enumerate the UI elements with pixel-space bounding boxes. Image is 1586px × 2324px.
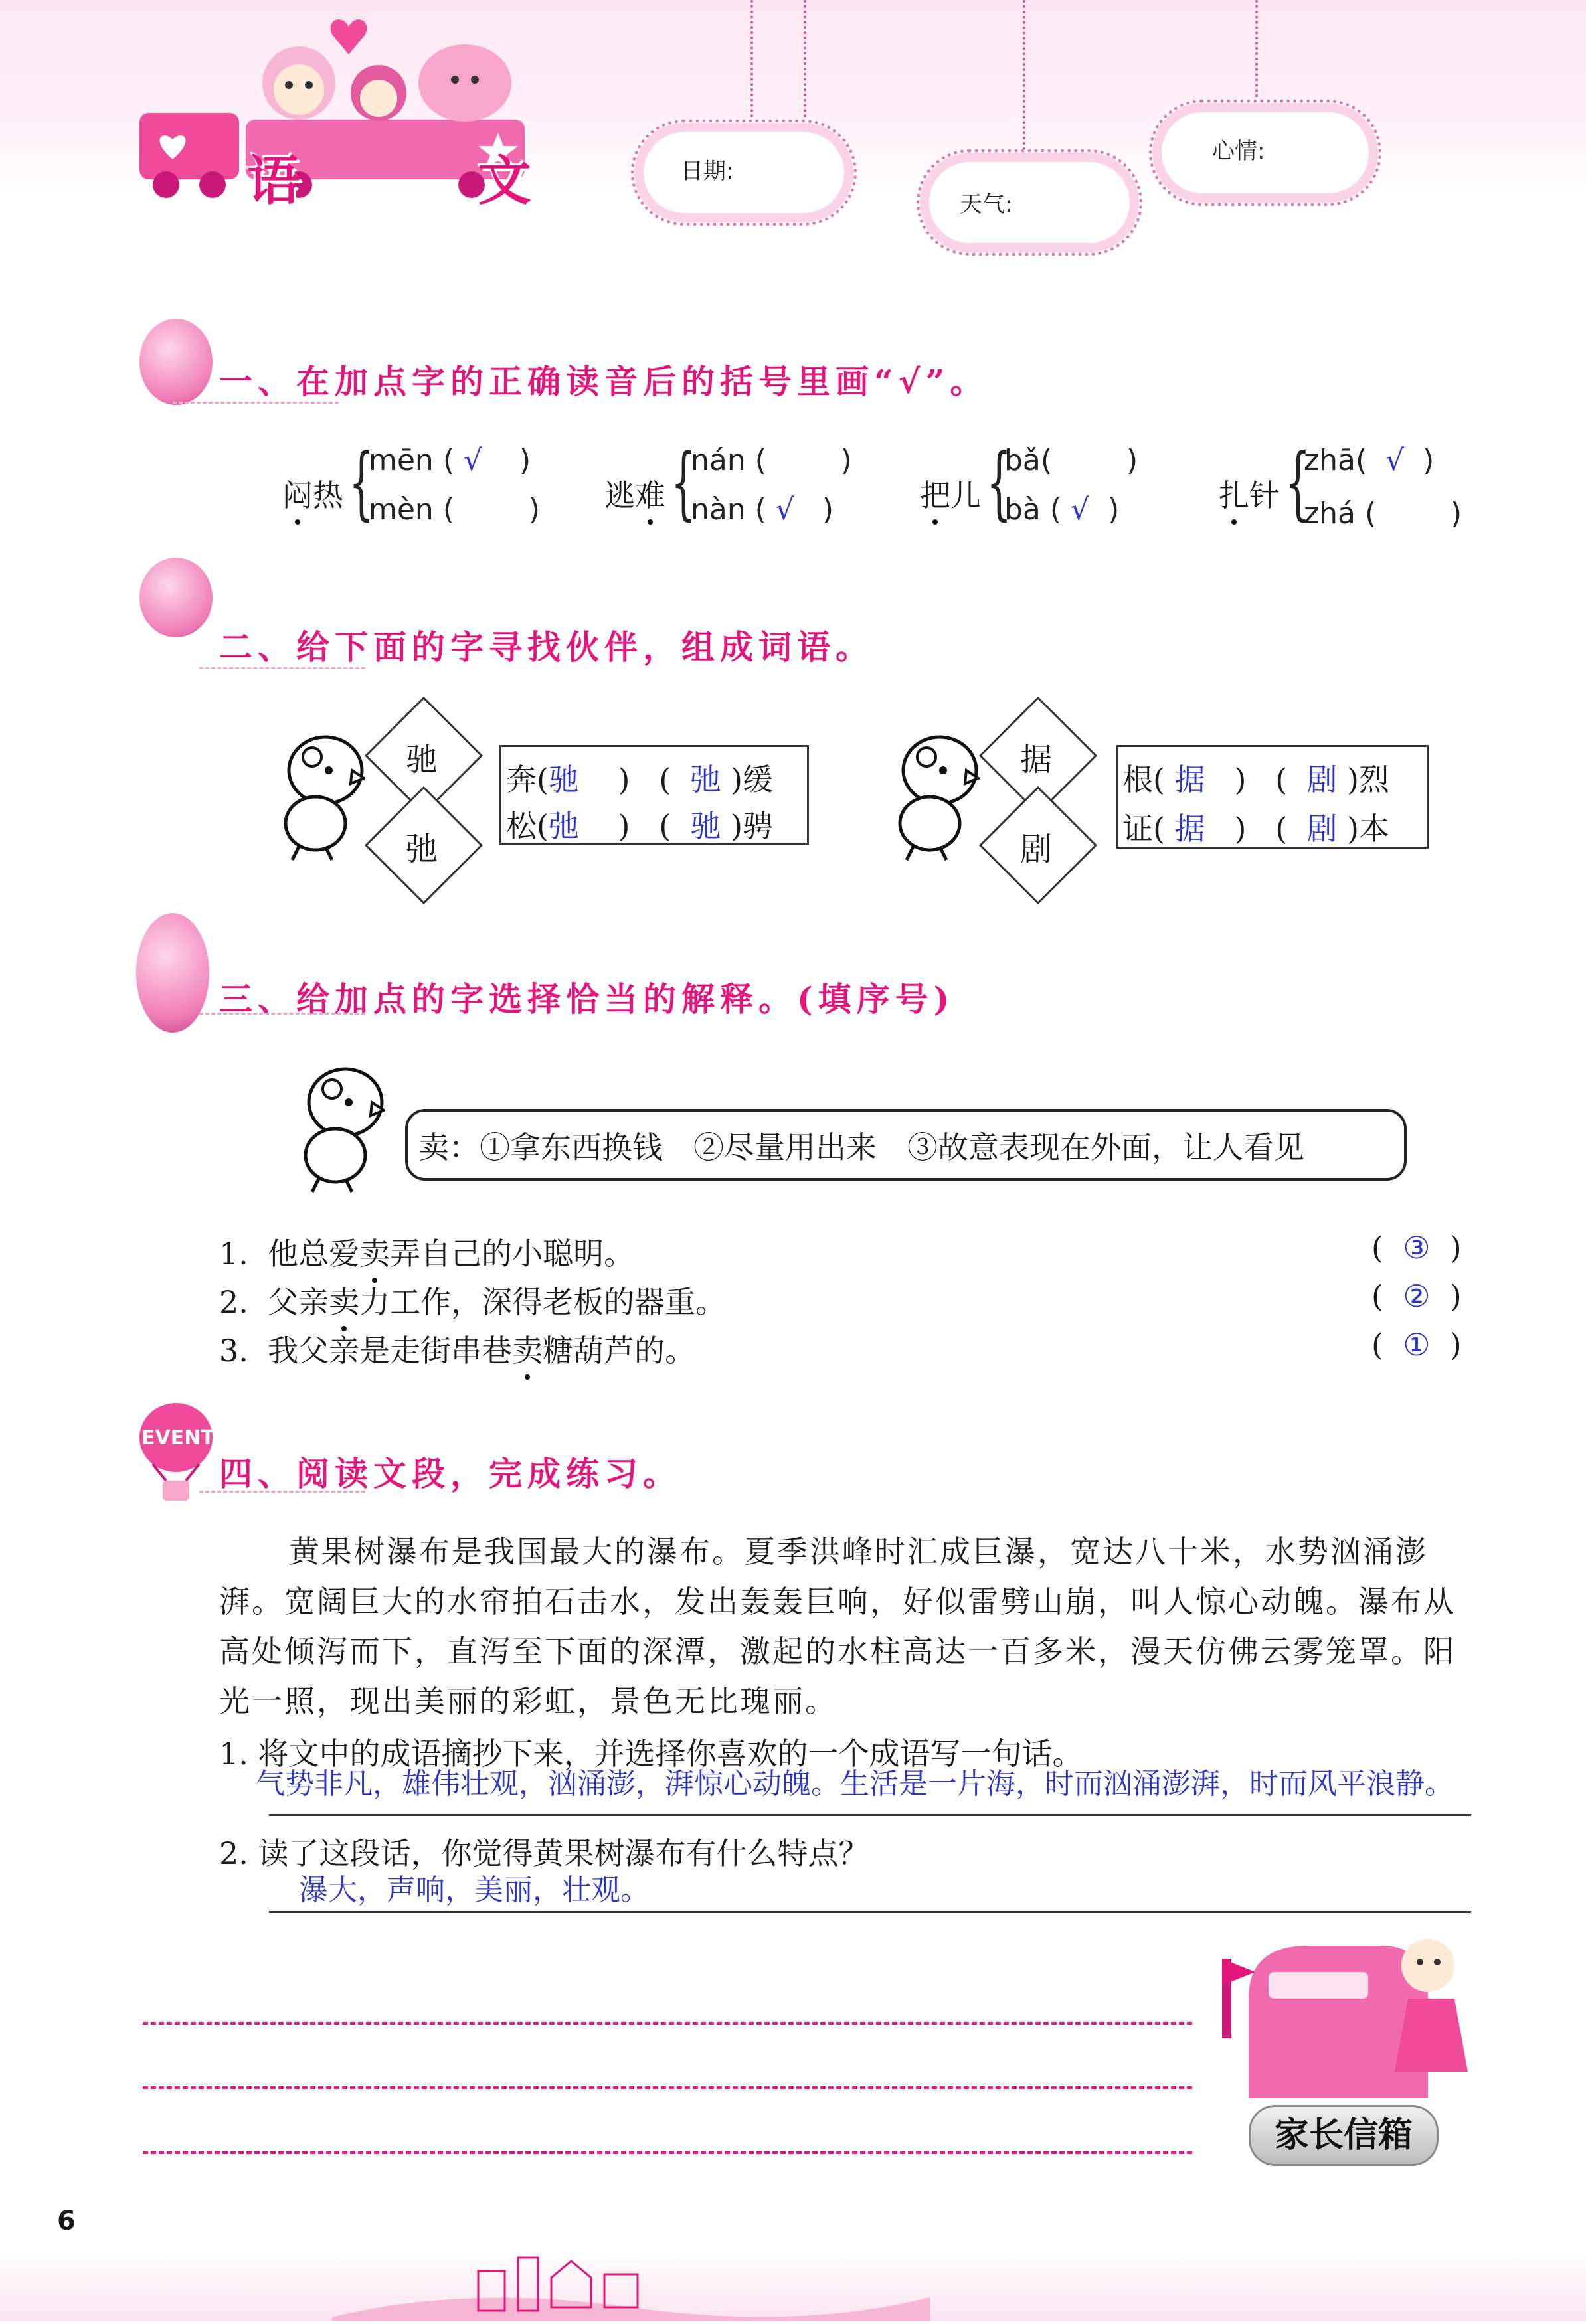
duck-mascot — [272, 730, 365, 863]
reading-answer-1: 气势非凡，雄伟壮观，汹涌澎，湃惊心动魄。生活是一片海，时而汹涌澎湃，时而风平浪静。 — [256, 1767, 1454, 1801]
date-cloud — [631, 120, 857, 226]
dotted-char: 把 — [920, 471, 950, 515]
dotted-char: 卖 — [512, 1327, 543, 1370]
duck-icon — [887, 730, 980, 863]
mood-cloud — [1149, 100, 1381, 206]
answer-char: 剧 — [1306, 762, 1338, 797]
answer-mark: √ — [1071, 493, 1090, 527]
answer-char: 驰 — [690, 808, 721, 844]
mood-label: 心情: — [1212, 138, 1265, 165]
note-line — [143, 2022, 1192, 2025]
answer-paren: ( ③ ) — [1371, 1230, 1462, 1266]
mailbox-illustration — [1209, 1919, 1488, 2112]
weather-cloud — [917, 149, 1142, 256]
town-icon — [332, 2244, 930, 2321]
diamond-char: 弛 — [405, 831, 438, 868]
dotted-char: 卖 — [359, 1230, 390, 1274]
parent-mailbox-label: 家长信箱 — [1249, 2105, 1439, 2166]
section-divider — [199, 1491, 365, 1493]
diamond-char: 驰 — [405, 741, 438, 778]
word — [1219, 471, 1280, 515]
section1-title: 一、在加点字的正确读音后的括号里画“√”。 — [219, 362, 989, 401]
subject-title: 语 文 — [247, 149, 611, 212]
pinyin-option: nán ( ) — [691, 444, 852, 477]
reading-question-1: 1. 将文中的成语摘抄下来，并选择你喜欢的一个成语写一句话。 — [219, 1736, 1083, 1772]
question-1: 1. 他总爱卖弄自己的小聪明。 — [219, 1230, 634, 1274]
definition-text: 卖：①拿东西换钱 ②尽量用出来 ③故意表现在外面，让人看见 — [418, 1129, 1304, 1165]
answer-line — [269, 1814, 1471, 1816]
pinyin-option: mēn ( √ ) — [369, 444, 531, 477]
section-divider — [199, 1013, 365, 1015]
section2-title: 二、给下面的字寻找伙伴，组成词语。 — [219, 627, 874, 667]
monkey-mascots — [239, 27, 531, 126]
word — [282, 471, 343, 515]
answer-paren: ( ② ) — [1371, 1278, 1462, 1314]
pinyin-option: bà ( √ ) — [1004, 493, 1120, 527]
note-line — [143, 2151, 1192, 2154]
heart-balloon-icon — [325, 13, 372, 60]
section3-title: 三、给加点的字选择恰当的解释。(填序号) — [219, 979, 955, 1019]
town-silhouette — [332, 2244, 930, 2321]
pinyin-option: nàn ( √ ) — [691, 493, 834, 527]
cloud-string — [1255, 0, 1258, 113]
pinyin-option: zhá ( ) — [1304, 497, 1462, 531]
brace: { — [986, 437, 1012, 529]
word-pre: 逃 — [604, 477, 635, 513]
answer-char: 弛 — [548, 808, 579, 844]
pinyin-option: mèn ( ) — [369, 493, 541, 527]
answer-mark: √ — [775, 493, 794, 527]
answer-char: 据 — [1174, 811, 1205, 847]
word-row: 松(弛 ) ( 驰 )骋 — [506, 808, 774, 844]
word — [604, 471, 665, 515]
word — [920, 471, 981, 515]
answer-mark: √ — [463, 444, 483, 477]
gift-mascot-icon — [139, 319, 213, 405]
answer-mark: ① — [1403, 1327, 1431, 1363]
answer-char: 剧 — [1306, 811, 1338, 847]
answer-char: 据 — [1174, 762, 1205, 797]
question-2: 2. 父亲卖力工作，深得老板的器重。 — [219, 1278, 726, 1322]
brace: { — [671, 437, 697, 529]
weather-label: 天气: — [960, 191, 1013, 218]
answer-mark: ② — [1403, 1278, 1431, 1314]
date-label: 日期: — [681, 158, 734, 185]
reading-answer-2: 瀑大，声响，美丽，壮观。 — [299, 1873, 650, 1907]
question-3: 3. 我父亲是走街串巷卖糖葫芦的。 — [219, 1327, 695, 1370]
answer-char: 弛 — [690, 762, 721, 797]
word-rest: 热 — [313, 477, 343, 513]
section-divider — [173, 402, 339, 404]
answer-line — [269, 1911, 1471, 1913]
section4-title: 四、阅读文段，完成练习。 — [219, 1454, 681, 1493]
reading-passage: 黄果树瀑布是我国最大的瀑布。夏季洪峰时汇成巨瀑，宽达八十米，水势汹涌澎湃。宽阔巨大的水帘拍石击水，发出轰轰巨响，好似雷劈山崩，叫人惊心动魄。瀑布从高处倾泻而下，直泻至下面的深潭，激起的水柱高达一百多米，漫天仿佛云雾笼罩。阳光一照，现出美丽的彩虹，景色无比瑰丽。 — [219, 1534, 1456, 1719]
cloud-string — [750, 0, 753, 133]
word-rest: 针 — [1249, 477, 1280, 513]
answer-paren: ( ① ) — [1371, 1327, 1462, 1363]
word-row: 证( 据 ) ( 剧 )本 — [1122, 811, 1390, 847]
event-badge: EVENT — [141, 1426, 215, 1450]
dotted-char: 难 — [635, 471, 665, 515]
duck-icon — [272, 730, 365, 863]
brace: { — [1285, 437, 1311, 529]
brace: { — [349, 437, 375, 529]
answer-mark: ③ — [1403, 1230, 1431, 1266]
diamond-char: 据 — [1019, 741, 1052, 778]
monkey-icon — [239, 27, 531, 126]
duck-mascot — [292, 1062, 385, 1195]
mailbox-icon — [1209, 1919, 1488, 2112]
page-number: 6 — [57, 2206, 76, 2236]
diamond-char: 剧 — [1019, 831, 1052, 868]
cloud-string — [804, 0, 806, 133]
pinyin-option: bǎ( ) — [1004, 444, 1138, 477]
clown-mascot-icon — [136, 913, 209, 1033]
answer-char: 驰 — [548, 762, 579, 797]
word-row: 奔(驰 ) ( 弛 )缓 — [506, 762, 774, 797]
dotted-char: 闷 — [282, 471, 313, 515]
pinyin-option: zhā( √ ) — [1304, 444, 1435, 477]
dotted-char: 卖 — [329, 1278, 359, 1322]
section-divider — [199, 667, 365, 669]
word-row: 根( 据 ) ( 剧 )烈 — [1122, 762, 1390, 797]
dotted-char: 扎 — [1219, 471, 1249, 515]
duck-mascot — [887, 730, 980, 863]
duck-icon — [292, 1062, 385, 1195]
word-rest: 儿 — [950, 477, 981, 513]
rabbit-mascot-icon — [139, 558, 213, 637]
note-line — [143, 2086, 1192, 2089]
answer-mark: √ — [1385, 444, 1405, 477]
reading-question-2: 2. 读了这段话，你觉得黄果树瀑布有什么特点？ — [219, 1835, 869, 1871]
cloud-string — [1023, 0, 1025, 166]
